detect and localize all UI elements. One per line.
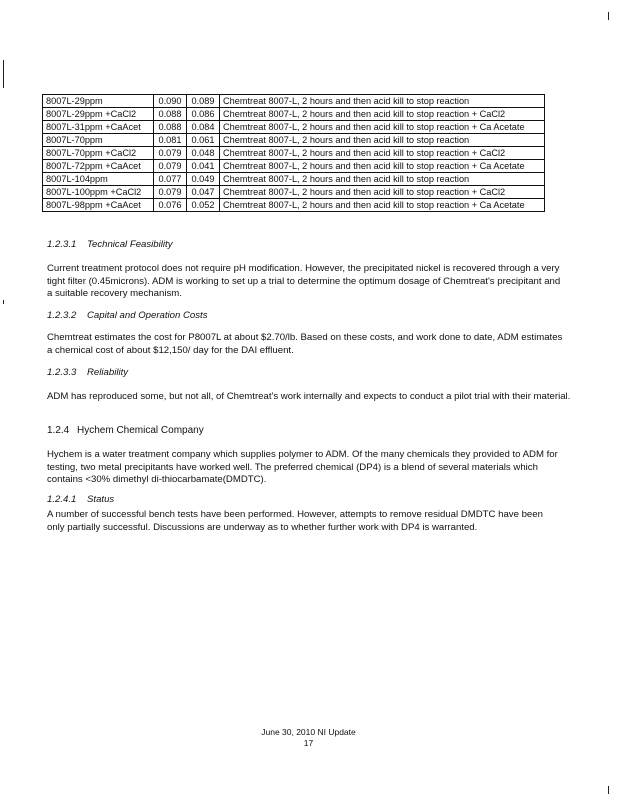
page-number: 17 <box>303 738 314 748</box>
scan-mark <box>3 300 4 304</box>
paragraph-status: A number of successful bench tests have been performed. However, attempts to remove residual DMDTC have been only partially successful. Discussions are underway as to whether further work with DP4 is warranted. <box>47 509 543 533</box>
table-row <box>43 147 545 160</box>
scan-mark <box>608 786 609 794</box>
section-number: 1.2.3.1 <box>47 239 77 250</box>
section-number: 1.2.4 <box>47 425 70 436</box>
value-cell-2: 0.041 <box>187 160 220 173</box>
section-number: 1.2.3.2 <box>47 310 77 321</box>
value-cell-1: 0.088 <box>154 121 187 134</box>
sample-cell: 8007L-100ppm +CaCl2 <box>43 186 154 199</box>
value-cell-1: 0.079 <box>154 186 187 199</box>
heading-technical-feasibility <box>47 239 173 250</box>
value-cell-2: 0.049 <box>187 173 220 186</box>
sample-cell: 8007L-72ppm +CaAcet <box>43 160 154 173</box>
value-cell-1: 0.079 <box>154 160 187 173</box>
value-cell-2: 0.086 <box>187 108 220 121</box>
description-cell: Chemtreat 8007-L, 2 hours and then acid kill to stop reaction <box>220 95 545 108</box>
value-cell-1: 0.081 <box>154 134 187 147</box>
sample-cell: 8007L-29ppm +CaCl2 <box>43 108 154 121</box>
heading-status <box>47 494 114 505</box>
scan-mark <box>3 60 4 88</box>
table-row <box>43 134 545 147</box>
paragraph-technical-feasibility: Current treatment protocol does not require pH modification. However, the precipitated nickel is recovered through a very tight filter (0.45microns). ADM is working to set up a trial to determine the optimum dosage of Chemtreat's precipitant and a suitable recovery mechanism. <box>47 263 561 299</box>
description-cell: Chemtreat 8007-L, 2 hours and then acid kill to stop reaction + Ca Acetate <box>220 121 545 134</box>
description-cell: Chemtreat 8007-L, 2 hours and then acid kill to stop reaction + Ca Acetate <box>220 160 545 173</box>
value-cell-2: 0.052 <box>187 199 220 212</box>
section-number: 1.2.3.3 <box>47 367 77 378</box>
table-row <box>43 108 545 121</box>
sample-cell: 8007L-31ppm +CaAcet <box>43 121 154 134</box>
heading-hychem <box>47 425 204 436</box>
heading-capital-costs <box>47 310 208 321</box>
sample-cell: 8007L-98ppm +CaAcet <box>43 199 154 212</box>
heading-reliability <box>47 367 128 378</box>
scan-mark <box>608 12 609 20</box>
description-cell: Chemtreat 8007-L, 2 hours and then acid kill to stop reaction + CaCl2 <box>220 147 545 160</box>
value-cell-1: 0.076 <box>154 199 187 212</box>
description-cell: Chemtreat 8007-L, 2 hours and then acid kill to stop reaction + Ca Acetate <box>220 199 545 212</box>
description-cell: Chemtreat 8007-L, 2 hours and then acid kill to stop reaction <box>220 173 545 186</box>
value-cell-1: 0.077 <box>154 173 187 186</box>
value-cell-2: 0.048 <box>187 147 220 160</box>
sample-cell: 8007L-70ppm <box>43 134 154 147</box>
paragraph-hychem: Hychem is a water treatment company which supplies polymer to ADM. Of the many chemicals they provided to ADM for testing, two metal precipitants have worked well. The preferred chemical (DP4) is a blend of several materials which contains <30% dimethyl di-thiocarbamate(DMDTC). <box>47 449 558 485</box>
value-cell-1: 0.079 <box>154 147 187 160</box>
section-title: Reliability <box>87 367 129 378</box>
table-row <box>43 199 545 212</box>
sample-cell: 8007L-29ppm <box>43 95 154 108</box>
paragraph-capital-costs: Chemtreat estimates the cost for P8007L at about $2.70/lb. Based on these costs, and work done to date, ADM estimates a chemical cost of about $12,150/ day for the DAI effluent. <box>47 332 563 356</box>
table-row <box>43 121 545 134</box>
description-cell: Chemtreat 8007-L, 2 hours and then acid kill to stop reaction + CaCl2 <box>220 108 545 121</box>
table-row <box>43 160 545 173</box>
section-number: 1.2.4.1 <box>47 494 77 505</box>
value-cell-2: 0.089 <box>187 95 220 108</box>
section-title: Status <box>87 494 115 505</box>
table-row <box>43 186 545 199</box>
section-title: Technical Feasibility <box>87 239 173 250</box>
paragraph-reliability: ADM has reproduced some, but not all, of Chemtreat's work internally and expects to conduct a pilot trial with their material. <box>47 391 571 402</box>
footer-date: June 30, 2010 NI Update <box>261 727 356 737</box>
section-title: Hychem Chemical Company <box>77 425 204 436</box>
description-cell: Chemtreat 8007-L, 2 hours and then acid kill to stop reaction <box>220 134 545 147</box>
value-cell-1: 0.090 <box>154 95 187 108</box>
section-title: Capital and Operation Costs <box>87 310 208 321</box>
value-cell-2: 0.061 <box>187 134 220 147</box>
value-cell-1: 0.088 <box>154 108 187 121</box>
description-cell: Chemtreat 8007-L, 2 hours and then acid kill to stop reaction + CaCl2 <box>220 186 545 199</box>
sample-cell: 8007L-104ppm <box>43 173 154 186</box>
results-table <box>42 94 545 212</box>
table-row <box>43 95 545 108</box>
table-row <box>43 173 545 186</box>
value-cell-2: 0.084 <box>187 121 220 134</box>
value-cell-2: 0.047 <box>187 186 220 199</box>
sample-cell: 8007L-70ppm +CaCl2 <box>43 147 154 160</box>
